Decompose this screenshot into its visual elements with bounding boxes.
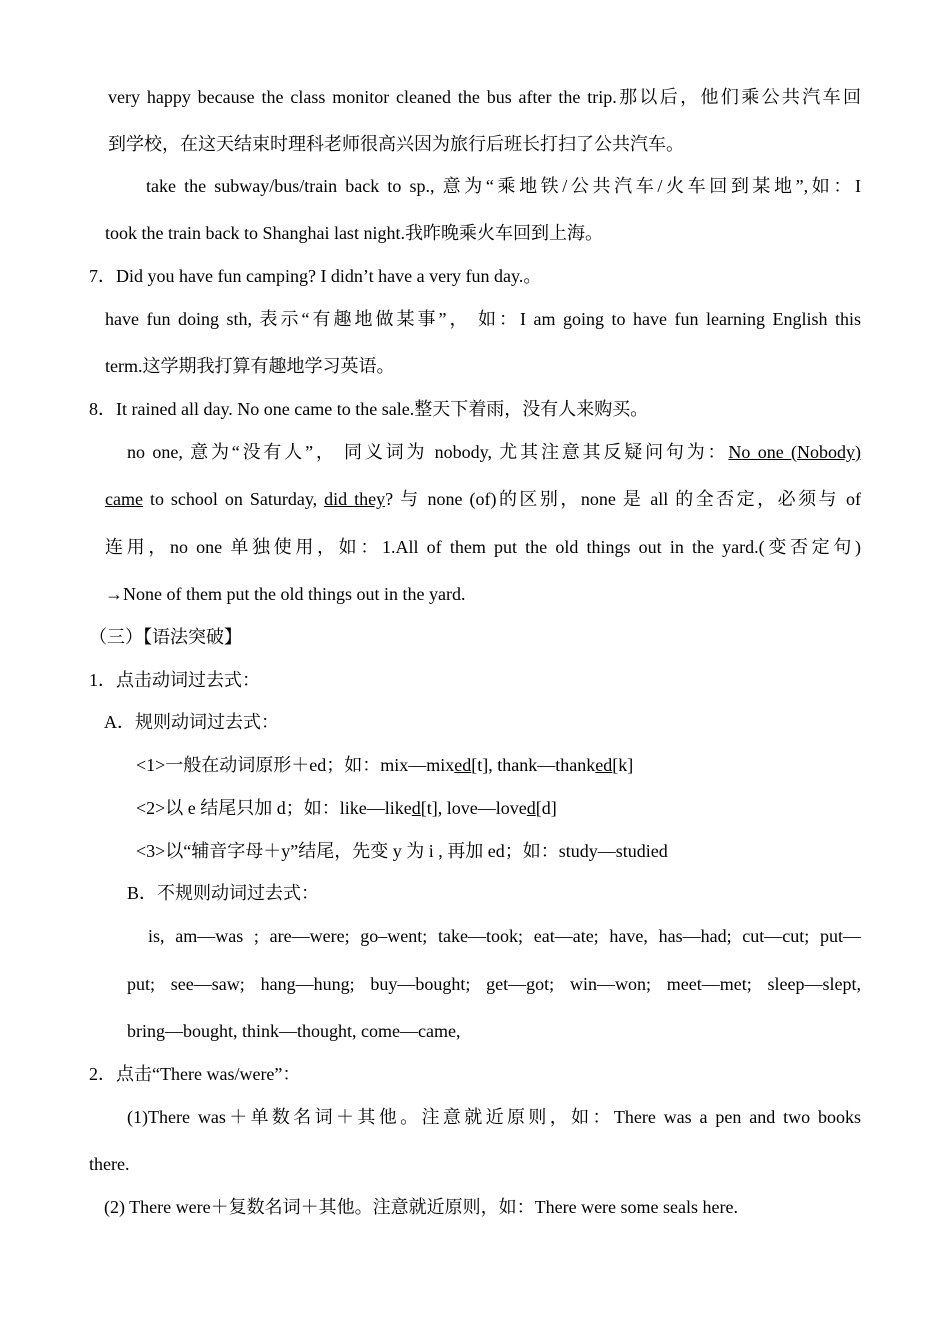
subsection-heading: 2．点击“There was/were”： [89, 1064, 301, 1084]
subsection-heading: B．不规则动词过去式： [127, 883, 320, 903]
text-line: take the subway/bus/train back to sp., 意为“乘地铁/公共汽车/火车回到某地”,如：I [146, 176, 861, 196]
text-line: (1)There was＋单数名词＋其他。注意就近原则，如：There was a pen and two books [127, 1107, 861, 1127]
underlined-example: No one (Nobody) [728, 442, 861, 462]
text-line: put; see—saw; hang—hung; buy—bought; get—got; win—won; meet—met; sleep—slept, [127, 974, 861, 994]
subsection-heading: 1．点击动词过去式： [89, 670, 260, 690]
underlined-example: came [105, 489, 143, 509]
text-line: is, am—was ; are—were; go–went; take—took; eat—ate; have, has—had; cut—cut; put— [148, 926, 861, 946]
rule-line [136, 796, 557, 820]
text-line: 到学校，在这天结束时理科老师很高兴因为旅行后班长打扫了公共汽车。 [108, 134, 684, 154]
text-line: (2) There were＋复数名词＋其他。注意就近原则，如：There were some seals here. [104, 1197, 738, 1217]
text-line: took the train back to Shanghai last night.我昨晚乘火车回到上海。 [105, 223, 603, 243]
rule-line: <3>以“辅音字母＋y”结尾，先变 y 为 i , 再加 ed；如：study—studied [136, 841, 668, 861]
text-line: have fun doing sth, 表示“有趣地做某事”， 如：I am going to have fun learning English this [105, 309, 861, 329]
text-line: →None of them put the old things out in the yard. [105, 584, 466, 604]
text-span: [k] [612, 755, 634, 775]
text-span: <2>以 e 结尾只加 d；如：like—like [136, 798, 412, 818]
underlined-suffix: ed [595, 755, 613, 775]
text-span: to school on Saturday, [142, 489, 325, 509]
text-span: no one, 意为“没有人”， 同义词为 nobody, 尤其注意其反疑问句为： [127, 442, 729, 462]
text-line: there. [89, 1154, 130, 1174]
section-heading: （三）【语法突破】 [89, 627, 242, 647]
underlined-suffix: d [526, 798, 536, 818]
underlined-suffix: ed [454, 755, 472, 775]
underlined-tag-question: did they [324, 489, 386, 509]
text-line [105, 487, 861, 511]
rule-line [136, 753, 633, 777]
text-line: term.这学期我打算有趣地学习英语。 [105, 356, 395, 376]
item-8-heading: 8．It rained all day. No one came to the sale.整天下着雨，没有人来购买。 [89, 399, 649, 419]
text-line [127, 440, 861, 464]
item-7-heading: 7．Did you have fun camping? I didn’t have a very fun day.。 [89, 266, 542, 286]
text-span: [t], thank—thank [471, 755, 596, 775]
text-span: ? 与 none (of)的区别，none 是 all 的全否定，必须与 of [385, 489, 861, 509]
text-line: very happy because the class monitor cleaned the bus after the trip.那以后，他们乘公共汽车回 [108, 87, 861, 107]
text-line: bring—bought, think—thought, come—came, [127, 1021, 461, 1041]
text-span: [d] [535, 798, 557, 818]
underlined-suffix: d [411, 798, 421, 818]
subsection-heading: A．规则动词过去式： [104, 712, 279, 732]
text-line: 连用，no one 单独使用，如：1.All of them put the old things out in the yard.(变否定句) [105, 537, 861, 557]
text-span: <1>一般在动词原形＋ed；如：mix—mix [136, 755, 455, 775]
text-span: [t], love—love [420, 798, 527, 818]
